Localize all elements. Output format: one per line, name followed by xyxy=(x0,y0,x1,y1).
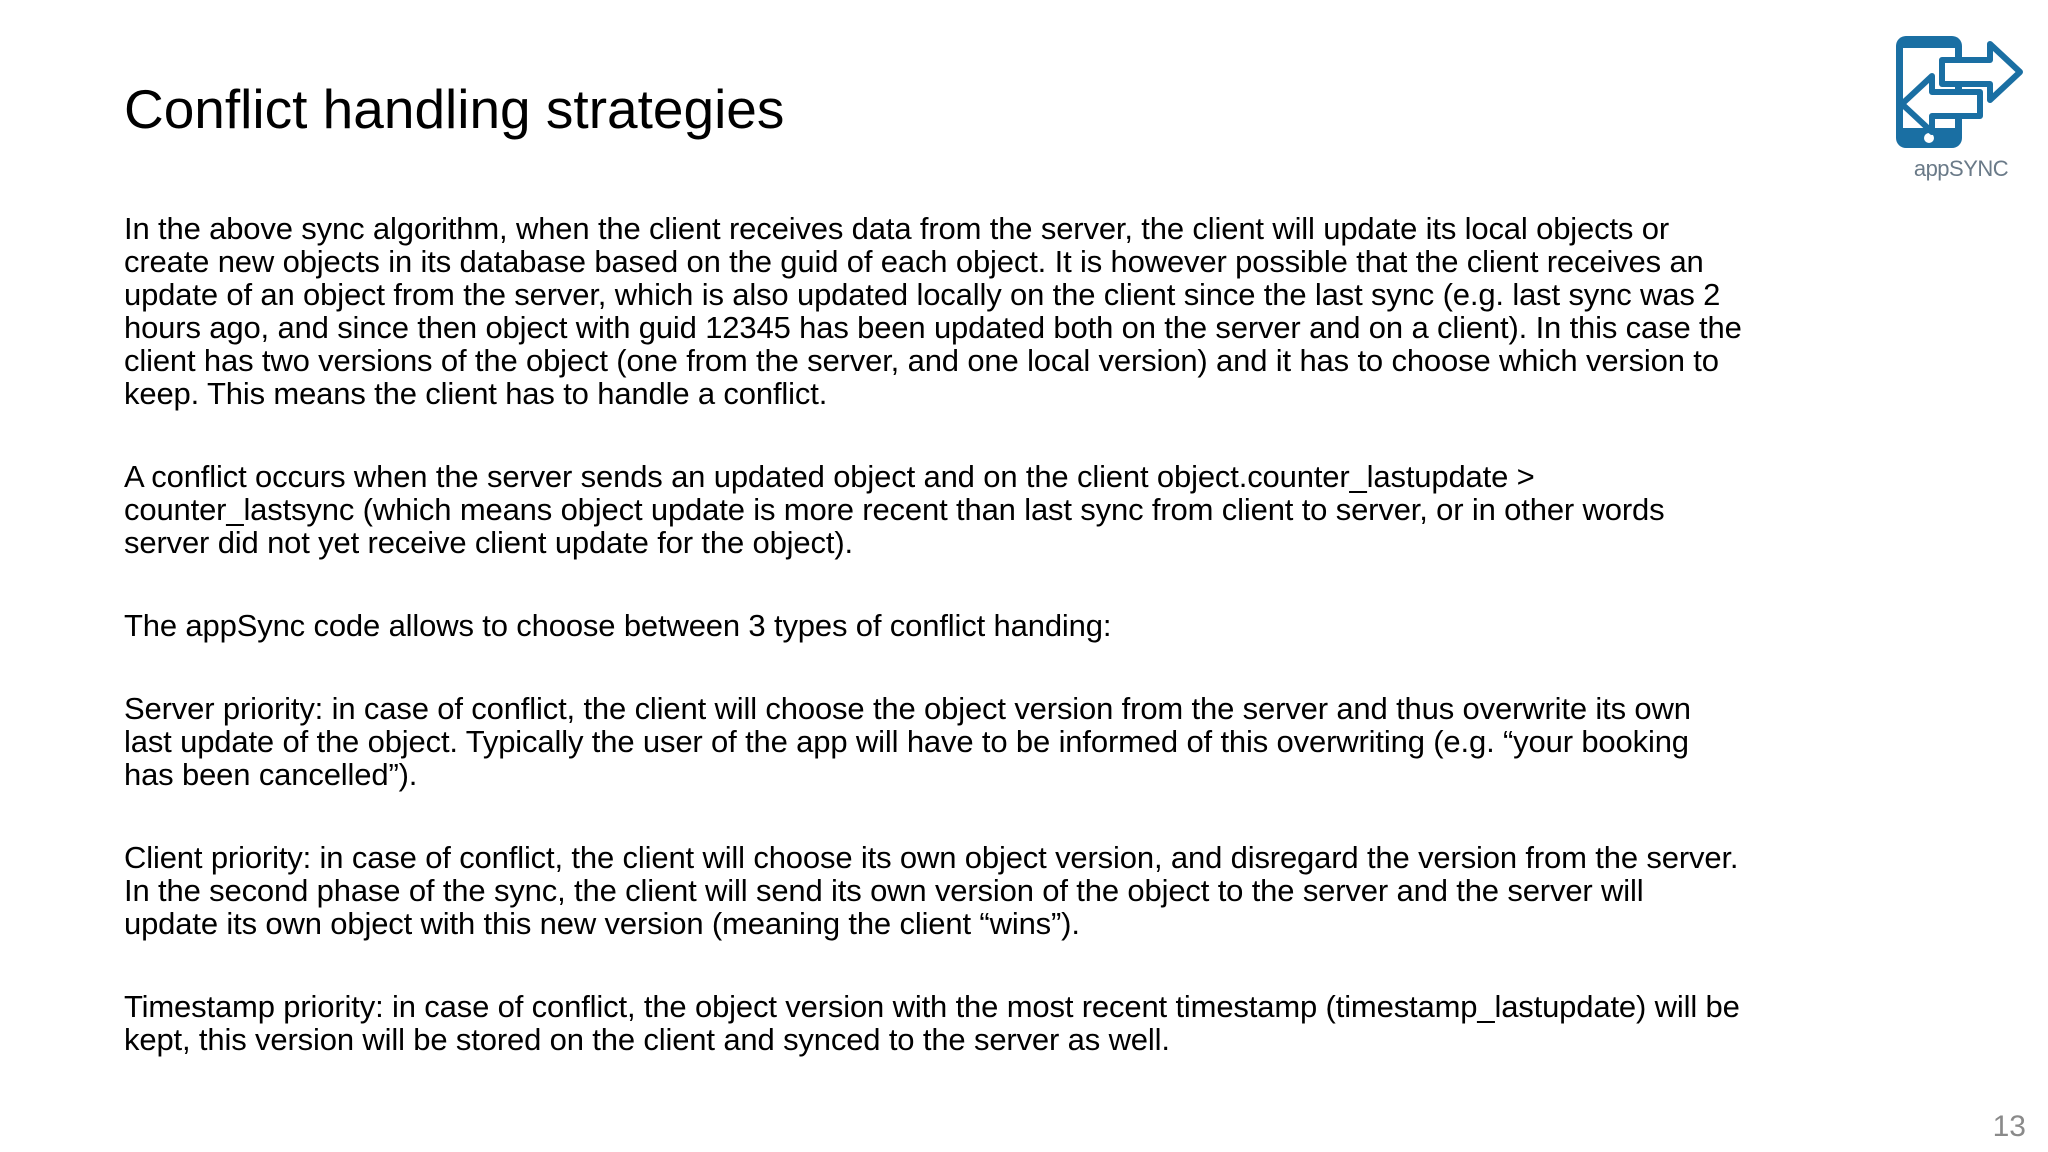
paragraph-conflict-definition xyxy=(124,460,1954,559)
text-line: server did not yet receive client update for the object). xyxy=(124,525,853,560)
paragraph-timestamp-priority xyxy=(124,990,1954,1056)
paragraph-server-priority xyxy=(124,692,1954,791)
text-line: Timestamp priority: in case of conflict, the object version with the most recent timestamp (timestamp_lastupdate) will be xyxy=(124,989,1740,1024)
text-line: hours ago, and since then object with guid 12345 has been updated both on the server and on a client). In this case the xyxy=(124,310,1742,345)
text-line: The appSync code allows to choose between 3 types of conflict handing: xyxy=(124,608,1112,643)
text-line: A conflict occurs when the server sends an updated object and on the client object.counter_lastupdate > xyxy=(124,459,1535,494)
text-line: Server priority: in case of conflict, the client will choose the object version from the server and thus overwrite its own xyxy=(124,691,1691,726)
text-line: create new objects in its database based on the guid of each object. It is however possible that the client receives an xyxy=(124,244,1704,279)
paragraph-conflict-types xyxy=(124,609,1954,642)
text-line: keep. This means the client has to handle a conflict. xyxy=(124,376,828,411)
text-line: client has two versions of the object (one from the server, and one local version) and it has to choose which version to xyxy=(124,343,1719,378)
text-line: In the second phase of the sync, the client will send its own version of the object to the server and the server will xyxy=(124,873,1644,908)
text-line: counter_lastsync (which means object update is more recent than last sync from client to server, or in other words xyxy=(124,492,1665,527)
text-line: In the above sync algorithm, when the client receives data from the server, the client will update its local objects or xyxy=(124,211,1670,246)
paragraph-sync-intro xyxy=(124,212,1954,410)
text-line: Client priority: in case of conflict, the client will choose its own object version, and disregard the version from the server. xyxy=(124,840,1739,875)
page-number: 13 xyxy=(1992,1110,2026,1143)
text-line: update of an object from the server, which is also updated locally on the client since the last sync (e.g. last sync was 2 xyxy=(124,277,1721,312)
paragraph-client-priority xyxy=(124,841,1954,940)
text-line: kept, this version will be stored on the client and synced to the server as well. xyxy=(124,1022,1170,1057)
text-line: last update of the object. Typically the user of the app will have to be informed of this overwriting (e.g. “your booking xyxy=(124,724,1689,759)
slide-title: Conflict handling strategies xyxy=(124,78,785,140)
logo-text: appSYNC xyxy=(1913,156,2009,181)
slide-body xyxy=(124,212,1954,1106)
text-line: update its own object with this new version (meaning the client “wins”). xyxy=(124,906,1080,941)
text-line: has been cancelled”). xyxy=(124,757,418,792)
phone-sync-arrows-icon xyxy=(1890,30,2030,160)
